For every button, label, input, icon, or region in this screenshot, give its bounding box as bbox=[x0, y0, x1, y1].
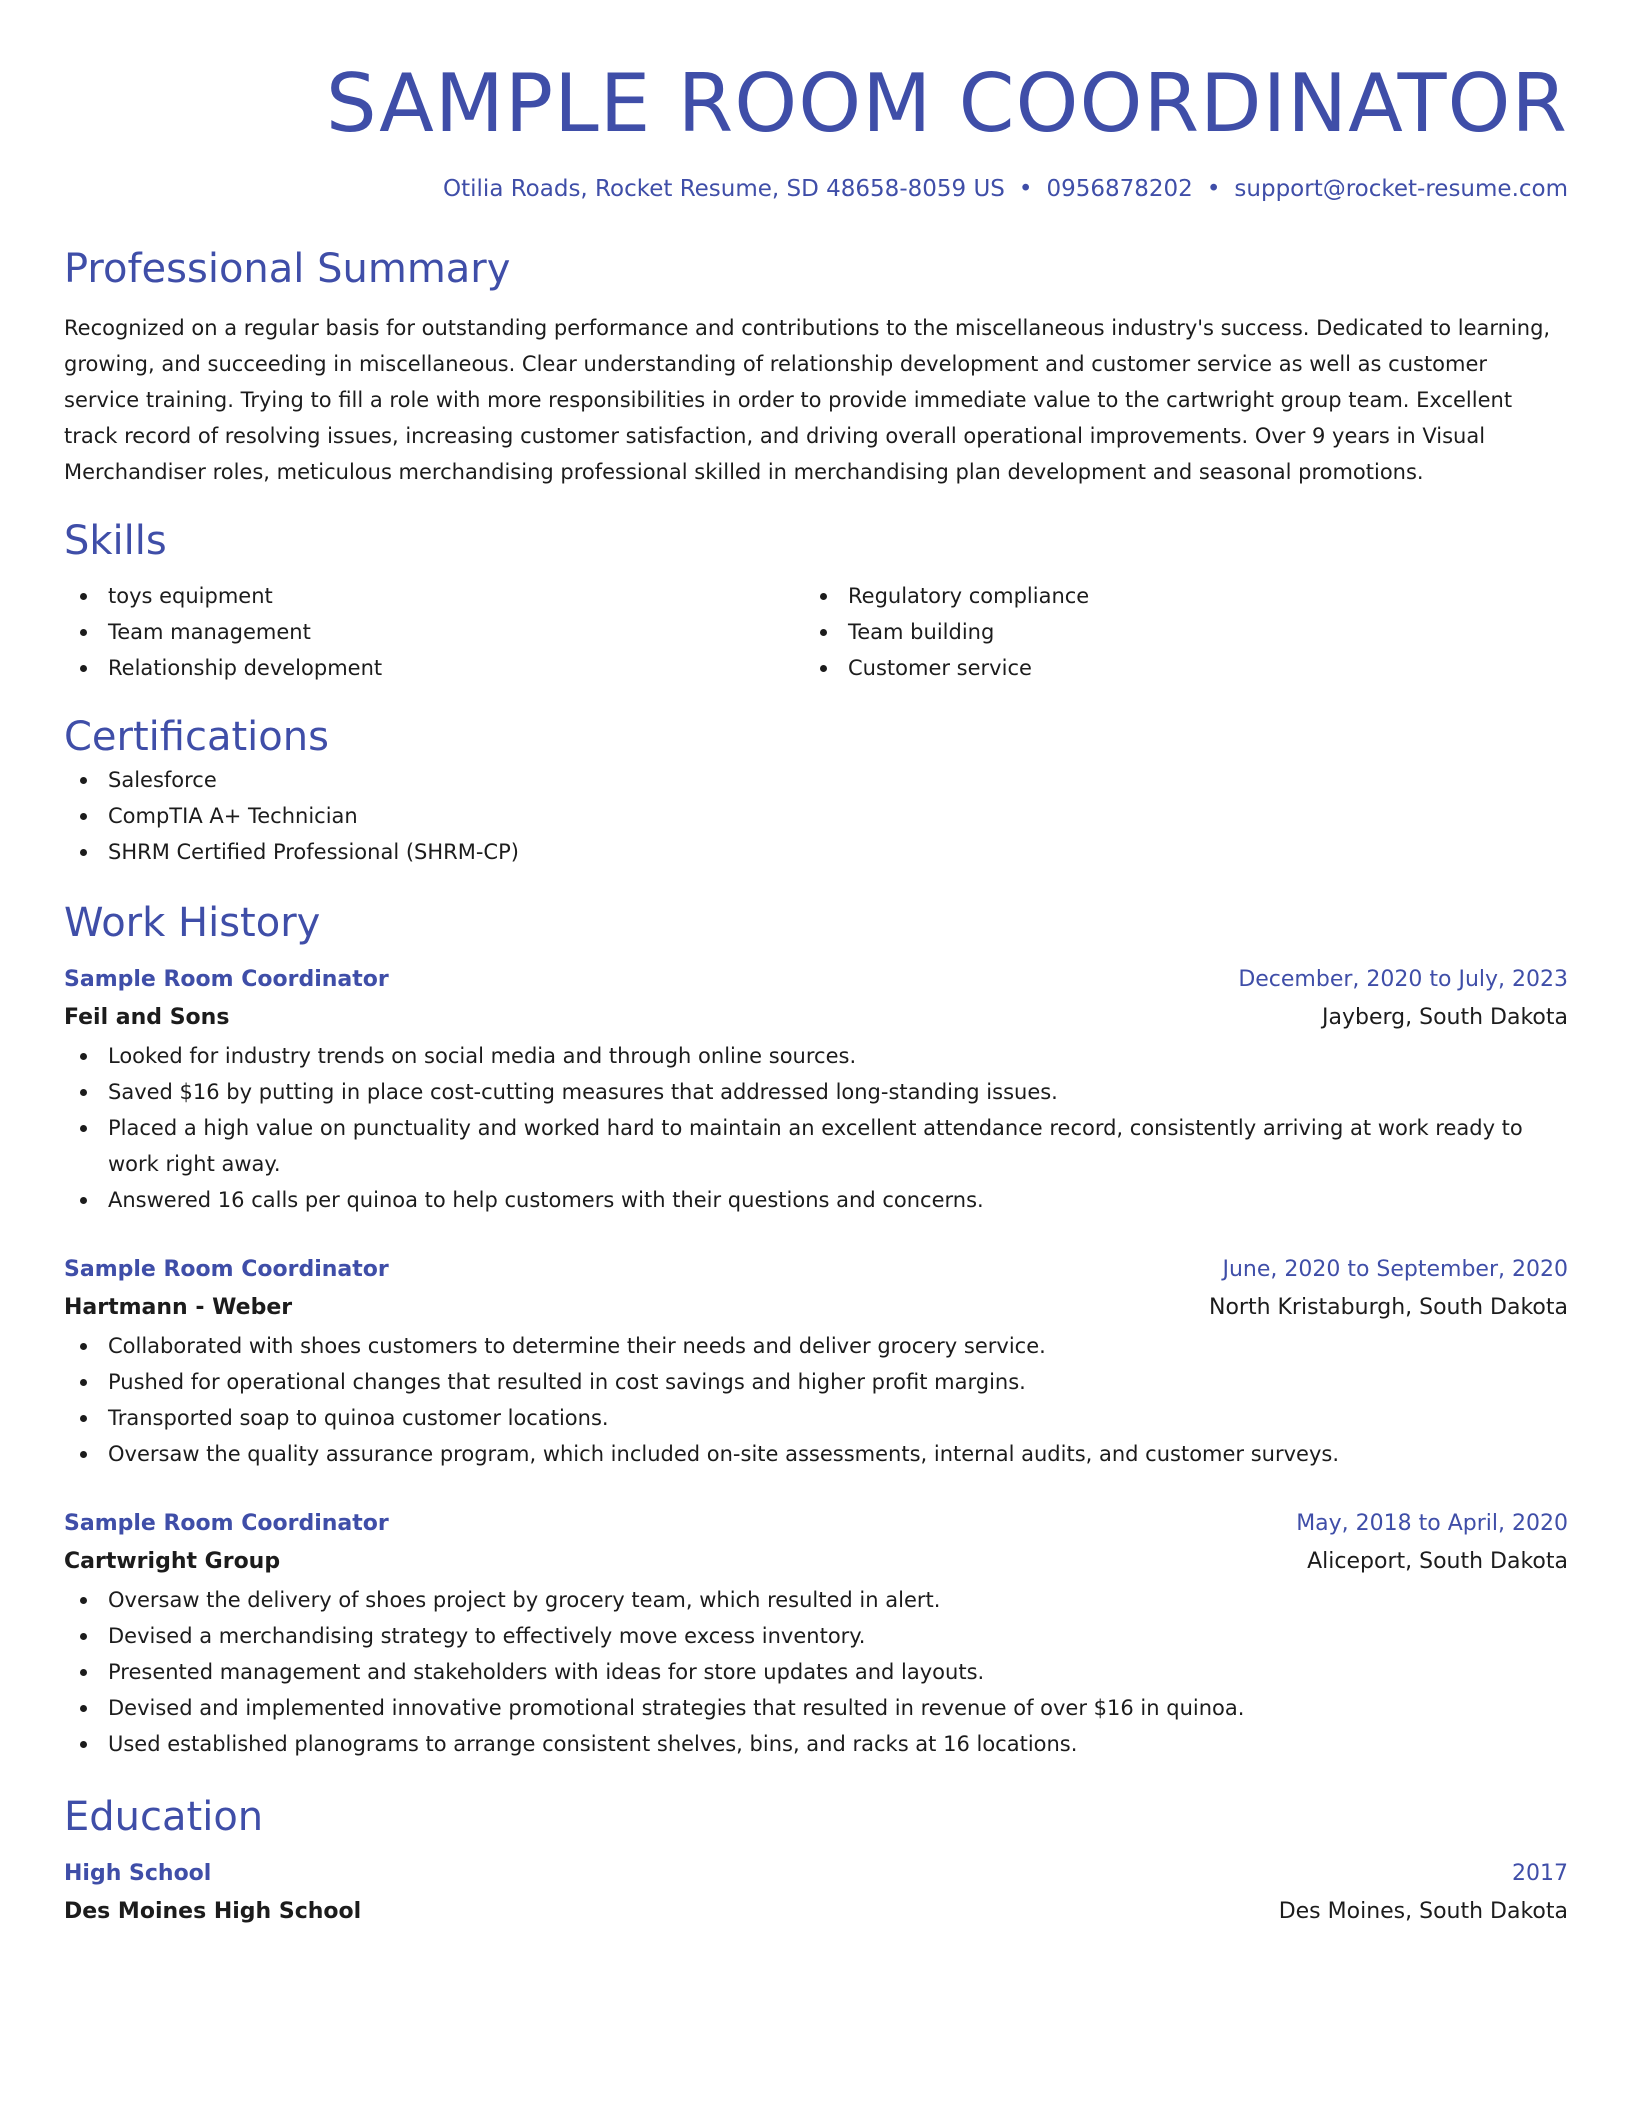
job-role: Sample Room Coordinator bbox=[64, 967, 389, 992]
job-bullet: Devised a merchandising strategy to effectively move excess inventory. bbox=[64, 1618, 1568, 1654]
education-school: Des Moines High School bbox=[64, 1899, 362, 1924]
job-dates: June, 2020 to September, 2020 bbox=[1222, 1257, 1568, 1282]
contact-address: Otilia Roads, Rocket Resume, SD 48658-8059 US bbox=[443, 176, 1005, 202]
job-bullet: Saved $16 by putting in place cost-cutting measures that addressed long-standing issues. bbox=[64, 1074, 1568, 1110]
job-company: Cartwright Group bbox=[64, 1549, 281, 1574]
skills-heading: Skills bbox=[64, 518, 167, 564]
job-bullet: Oversaw the delivery of shoes project by grocery team, which resulted in alert. bbox=[64, 1582, 1568, 1618]
job-company-row bbox=[64, 1542, 1568, 1582]
contact-separator: • bbox=[1206, 176, 1221, 202]
contact-email[interactable]: support@rocket-resume.com bbox=[1234, 176, 1568, 202]
job-entry bbox=[64, 1252, 1568, 1472]
job-company: Feil and Sons bbox=[64, 1005, 230, 1030]
job-location: Jayberg, South Dakota bbox=[1322, 1005, 1568, 1030]
skill-item: toys equipment bbox=[64, 578, 804, 614]
summary-text: Recognized on a regular basis for outstanding performance and contributions to the miscellaneous industry's success. Dedicated to learning, growing, and succeeding in miscellaneous. Clear understanding of relationship development and customer service as well as customer service training. Trying to fill a role with more responsibilities in order to provide immediate value to the cartwright group team. Excellent track record of resolving issues, increasing customer satisfaction, and driving overall operational improvements. Over 9 years in Visual Merchandiser roles, meticulous merchandising professional skilled in merchandising plan development and seasonal promotions. bbox=[64, 316, 1551, 484]
job-bullet: Presented management and stakeholders with ideas for store updates and layouts. bbox=[64, 1654, 1568, 1690]
job-bullet: Devised and implemented innovative promotional strategies that resulted in revenue of over $16 in quinoa. bbox=[64, 1690, 1568, 1726]
job-entry bbox=[64, 1506, 1568, 1762]
certifications-heading: Certifications bbox=[64, 714, 329, 760]
education-school-row bbox=[64, 1892, 1568, 1932]
job-entry bbox=[64, 962, 1568, 1218]
summary-heading: Professional Summary bbox=[64, 246, 511, 292]
certification-item: Salesforce bbox=[64, 762, 1568, 798]
job-bullet: Transported soap to quinoa customer locations. bbox=[64, 1400, 1568, 1436]
job-bullets bbox=[64, 1582, 1568, 1762]
job-dates: May, 2018 to April, 2020 bbox=[1296, 1511, 1568, 1536]
skills-column-right bbox=[804, 578, 1568, 686]
job-bullet: Used established planograms to arrange consistent shelves, bins, and racks at 16 locations. bbox=[64, 1726, 1568, 1762]
job-bullet: Collaborated with shoes customers to determine their needs and deliver grocery service. bbox=[64, 1328, 1568, 1364]
education-entry bbox=[64, 1856, 1568, 1932]
skill-item: Team building bbox=[804, 614, 1568, 650]
job-bullet: Looked for industry trends on social media and through online sources. bbox=[64, 1038, 1568, 1074]
education-degree: High School bbox=[64, 1861, 212, 1886]
resume-header bbox=[64, 56, 1568, 204]
job-header-row bbox=[64, 1506, 1568, 1542]
job-location: North Kristaburgh, South Dakota bbox=[1208, 1295, 1568, 1320]
education-location: Des Moines, South Dakota bbox=[1278, 1899, 1568, 1924]
skill-item: Customer service bbox=[804, 650, 1568, 686]
skills-column-left bbox=[64, 578, 804, 686]
skill-item: Relationship development bbox=[64, 650, 804, 686]
contact-line bbox=[64, 174, 1568, 204]
job-company-row bbox=[64, 1288, 1568, 1328]
certification-item: SHRM Certified Professional (SHRM-CP) bbox=[64, 834, 1568, 870]
job-header-row bbox=[64, 962, 1568, 998]
job-bullet: Answered 16 calls per quinoa to help customers with their questions and concerns. bbox=[64, 1182, 1568, 1218]
job-dates: December, 2020 to July, 2023 bbox=[1238, 967, 1568, 992]
job-header-row bbox=[64, 1252, 1568, 1288]
candidate-name: SAMPLE ROOM COORDINATOR bbox=[325, 57, 1568, 150]
skill-item: Team management bbox=[64, 614, 804, 650]
job-bullets bbox=[64, 1328, 1568, 1472]
certifications-list bbox=[64, 762, 1568, 870]
contact-separator: • bbox=[1018, 176, 1033, 202]
job-company-row bbox=[64, 998, 1568, 1038]
job-role: Sample Room Coordinator bbox=[64, 1257, 389, 1282]
job-role: Sample Room Coordinator bbox=[64, 1511, 389, 1536]
contact-phone: 0956878202 bbox=[1046, 176, 1193, 202]
job-bullet: Placed a high value on punctuality and worked hard to maintain an excellent attendance record, consistently arriving at work ready to work right away. bbox=[64, 1110, 1568, 1182]
education-heading: Education bbox=[64, 1794, 264, 1840]
work-history-heading: Work History bbox=[64, 900, 321, 946]
job-bullets bbox=[64, 1038, 1568, 1218]
job-bullet: Oversaw the quality assurance program, which included on-site assessments, internal audits, and customer surveys. bbox=[64, 1436, 1568, 1472]
job-bullet: Pushed for operational changes that resulted in cost savings and higher profit margins. bbox=[64, 1364, 1568, 1400]
skill-item: Regulatory compliance bbox=[804, 578, 1568, 614]
job-company: Hartmann - Weber bbox=[64, 1295, 293, 1320]
certification-item: CompTIA A+ Technician bbox=[64, 798, 1568, 834]
education-year: 2017 bbox=[1512, 1861, 1568, 1886]
education-header-row bbox=[64, 1856, 1568, 1892]
job-location: Aliceport, South Dakota bbox=[1307, 1549, 1568, 1574]
skills-list bbox=[64, 578, 1568, 686]
